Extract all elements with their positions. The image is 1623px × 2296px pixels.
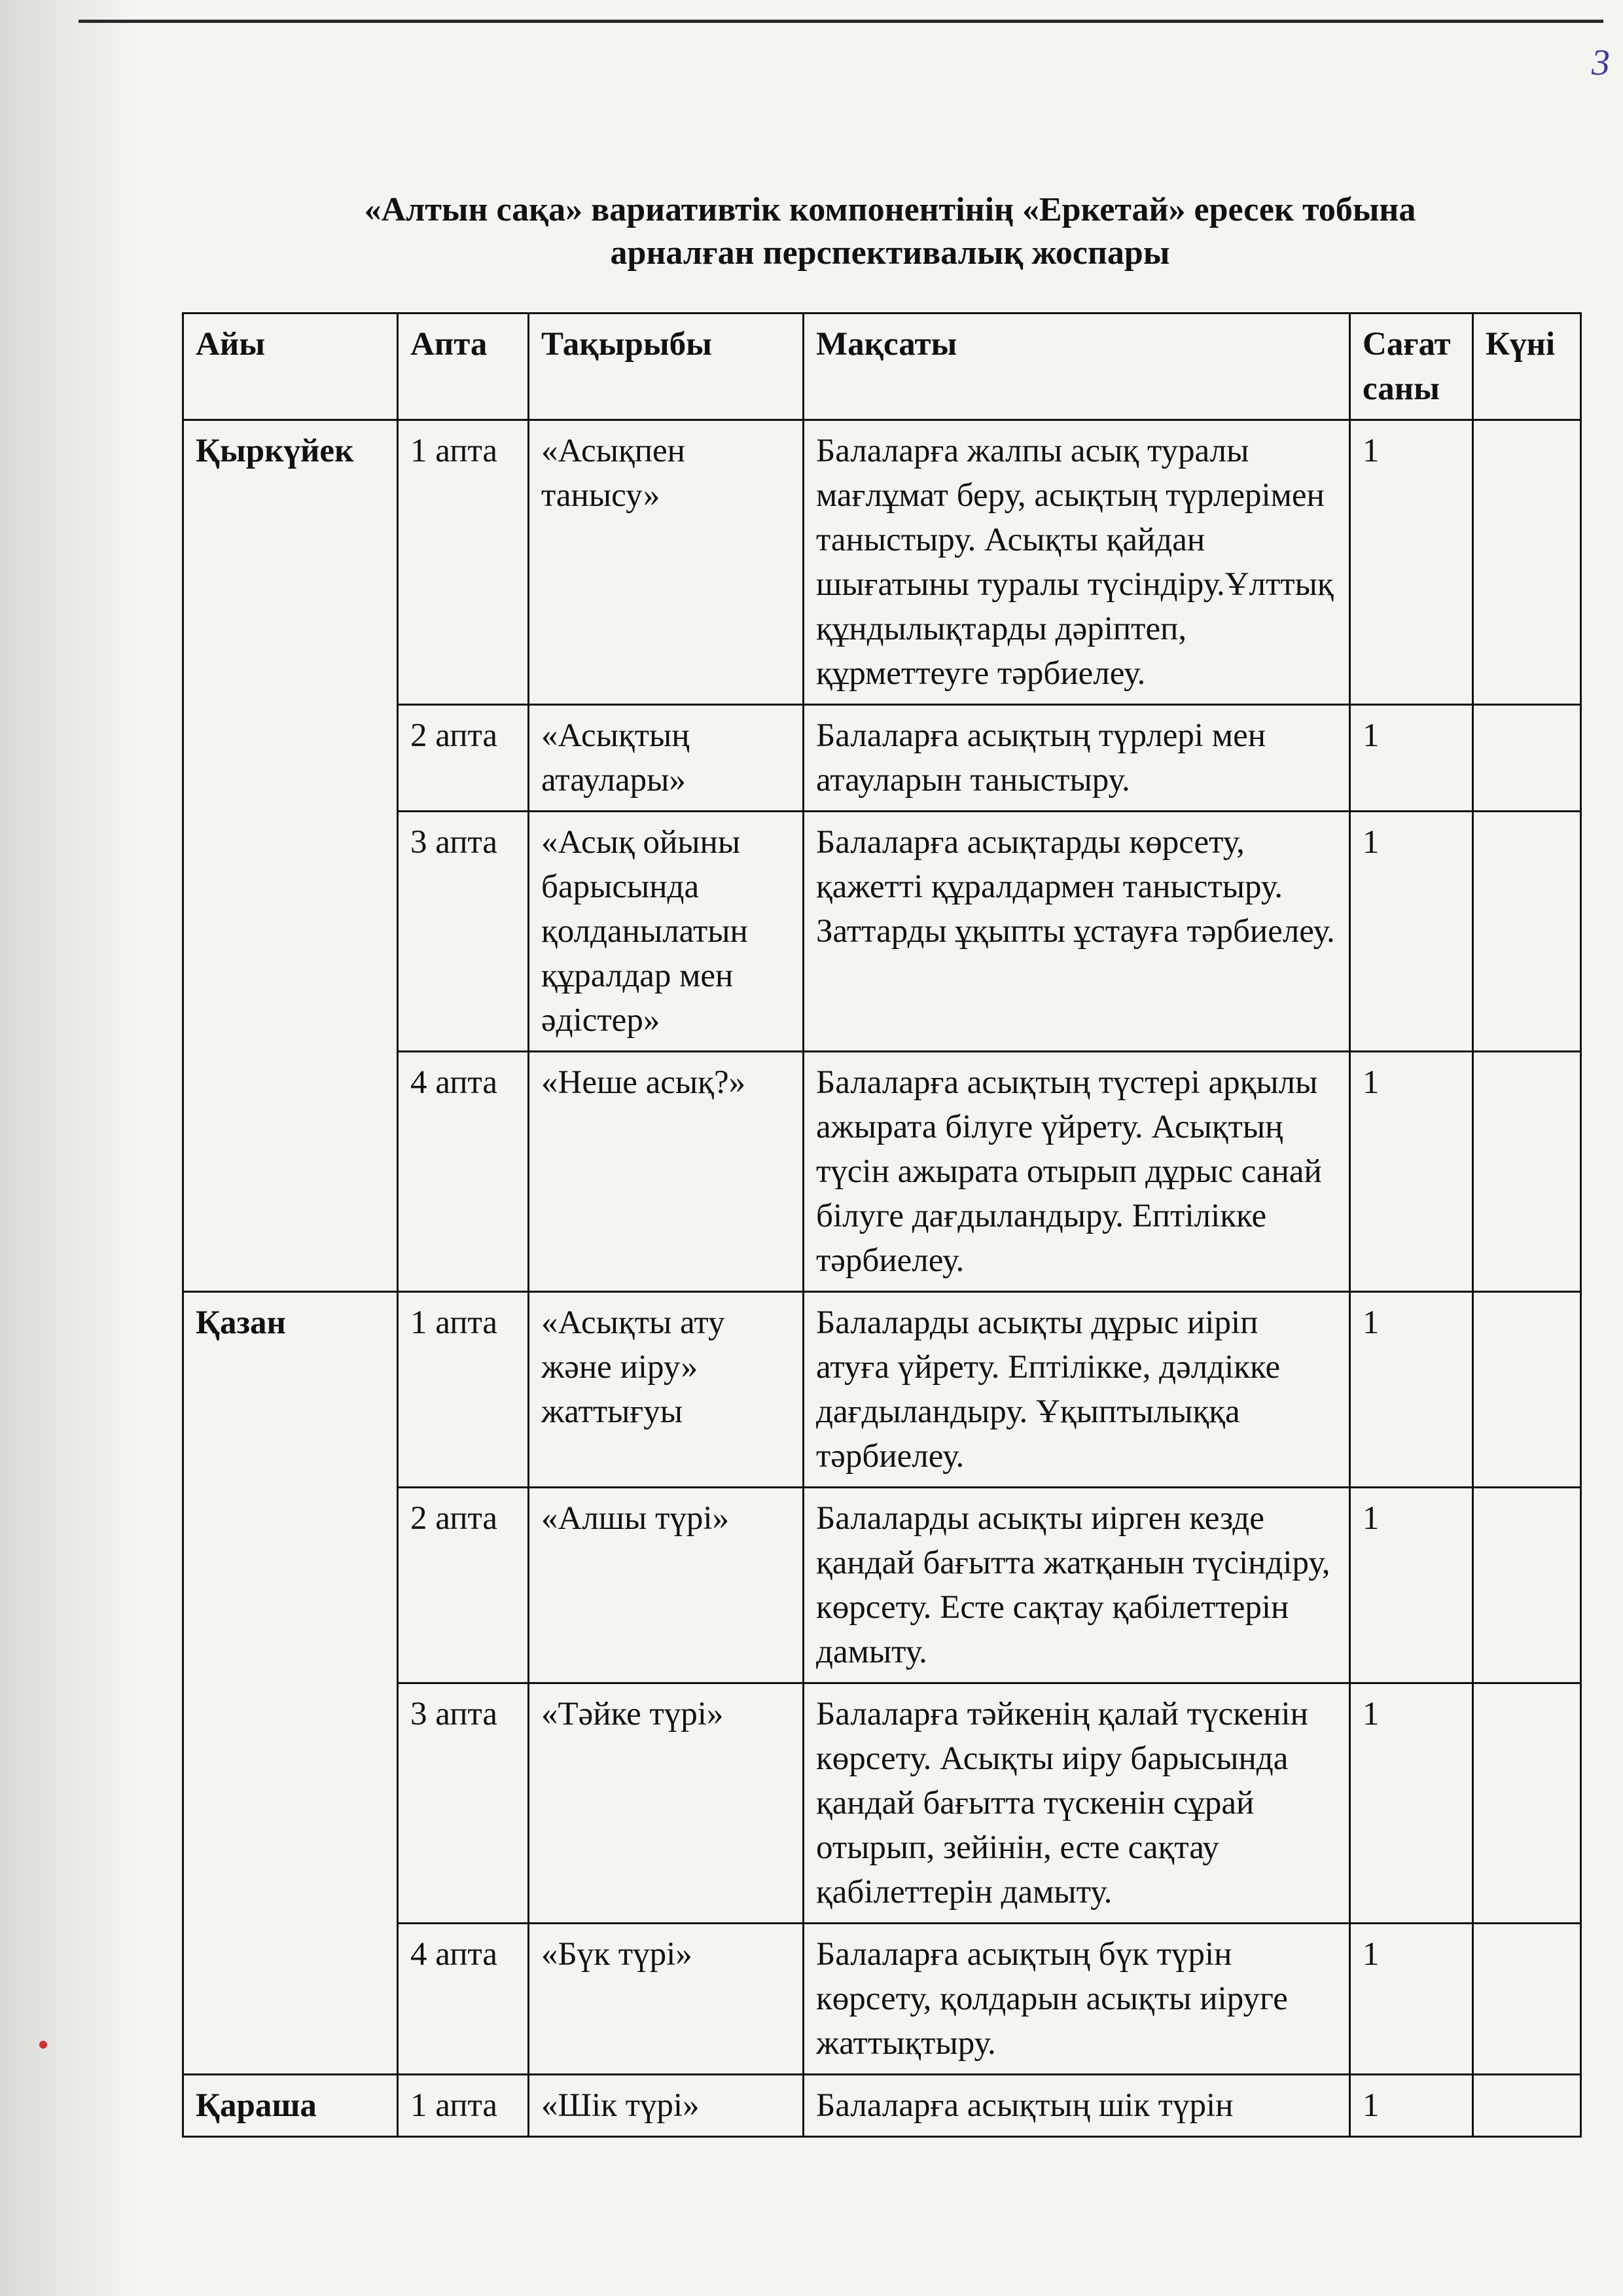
header-week: Апта xyxy=(398,314,529,420)
topic-cell: «Тәйке түрі» xyxy=(529,1683,804,1924)
week-cell: 4 апта xyxy=(398,1052,529,1292)
table-row xyxy=(183,1292,1581,1488)
topic-cell: «Асық ойыны барысында қолданылатын құралдар мен әдістер» xyxy=(529,812,804,1052)
hours-cell: 1 xyxy=(1350,705,1473,812)
date-cell xyxy=(1473,1488,1581,1683)
goal-cell: Балаларды асықты иірген кезде қандай бағытта жатқанын түсіндіру, көрсету. Есте сақтау қабілеттерін дамыту. xyxy=(804,1488,1350,1683)
week-cell: 1 апта xyxy=(398,1292,529,1488)
binding-shadow xyxy=(0,0,137,2296)
week-cell: 2 апта xyxy=(398,705,529,812)
week-cell: 3 апта xyxy=(398,1683,529,1924)
week-cell: 4 апта xyxy=(398,1924,529,2075)
week-cell: 2 апта xyxy=(398,1488,529,1683)
topic-cell: «Бүк түрі» xyxy=(529,1924,804,2075)
plan-table xyxy=(182,312,1582,2138)
topic-cell: «Асықпен танысу» xyxy=(529,420,804,705)
date-cell xyxy=(1473,420,1581,705)
goal-cell: Балаларға жалпы асық туралы мағлұмат беру, асықтың түрлерімен таныстыру. Асықты қайдан шығатыны туралы түсіндіру.Ұлттық құндылықтарды дәріптеп, құрметтеуге тәрбиелеу. xyxy=(804,420,1350,705)
topic-cell: «Асықты ату және иіру» жаттығуы xyxy=(529,1292,804,1488)
header-row xyxy=(183,314,1581,420)
date-cell xyxy=(1473,1292,1581,1488)
topic-cell: «Асықтың атаулары» xyxy=(529,705,804,812)
date-cell xyxy=(1473,705,1581,812)
header-hours: Сағат саны xyxy=(1350,314,1473,420)
hours-cell: 1 xyxy=(1350,1924,1473,2075)
month-cell: Қазан xyxy=(183,1292,398,2075)
week-cell: 3 апта xyxy=(398,812,529,1052)
page-number: 3 xyxy=(1592,43,1610,83)
month-cell: Қараша xyxy=(183,2075,398,2137)
goal-cell: Балаларға асықтың түрлері мен атауларын таныстыру. xyxy=(804,705,1350,812)
hours-cell: 1 xyxy=(1350,2075,1473,2137)
table-row xyxy=(183,420,1581,705)
title-line-1: «Алтын сақа» вариативтік компонентінің «Еркетай» ересек тобына xyxy=(364,191,1416,228)
table-row xyxy=(183,2075,1581,2137)
week-cell: 1 апта xyxy=(398,420,529,705)
top-rule xyxy=(79,20,1603,23)
date-cell xyxy=(1473,1924,1581,2075)
hours-cell: 1 xyxy=(1350,1683,1473,1924)
hours-cell: 1 xyxy=(1350,1488,1473,1683)
title-line-2: арналған перспективалық жоспары xyxy=(610,234,1170,272)
date-cell xyxy=(1473,1052,1581,1292)
goal-cell: Балаларға асықтың бүк түрін көрсету, қолдарын асықты иіруге жаттықтыру. xyxy=(804,1924,1350,2075)
week-cell: 1 апта xyxy=(398,2075,529,2137)
date-cell xyxy=(1473,2075,1581,2137)
header-date: Күні xyxy=(1473,314,1581,420)
hours-cell: 1 xyxy=(1350,1052,1473,1292)
date-cell xyxy=(1473,812,1581,1052)
stray-mark xyxy=(39,2041,47,2049)
hours-cell: 1 xyxy=(1350,420,1473,705)
hours-cell: 1 xyxy=(1350,812,1473,1052)
header-month: Айы xyxy=(183,314,398,420)
date-cell xyxy=(1473,1683,1581,1924)
topic-cell: «Неше асық?» xyxy=(529,1052,804,1292)
header-goal: Мақсаты xyxy=(804,314,1350,420)
topic-cell: «Шік түрі» xyxy=(529,2075,804,2137)
hours-cell: 1 xyxy=(1350,1292,1473,1488)
topic-cell: «Алшы түрі» xyxy=(529,1488,804,1683)
header-topic: Тақырыбы xyxy=(529,314,804,420)
goal-cell: Балаларға асықтың түстері арқылы ажырата білуге үйрету. Асықтың түсін ажырата отырып дұрыс санай білуге дағдыландыру. Ептілікке тәрбиелеу. xyxy=(804,1052,1350,1292)
goal-cell: Балаларға асықтарды көрсету, қажетті құралдармен таныстыру. Заттарды ұқыпты ұстауға тәрбиелеу. xyxy=(804,812,1350,1052)
goal-cell: Балаларға тәйкенің қалай түскенін көрсету. Асықты иіру барысында қандай бағытта түскенін сұрай отырып, зейінін, есте сақтау қабілеттерін дамыту. xyxy=(804,1683,1350,1924)
goal-cell: Балаларға асықтың шік түрін xyxy=(804,2075,1350,2137)
goal-cell: Балаларды асықты дұрыс иіріп атуға үйрету. Ептілікке, дәлдікке дағдыландыру. Ұқыптылыққа тәрбиелеу. xyxy=(804,1292,1350,1488)
page-title xyxy=(249,188,1531,275)
month-cell: Қыркүйек xyxy=(183,420,398,1292)
